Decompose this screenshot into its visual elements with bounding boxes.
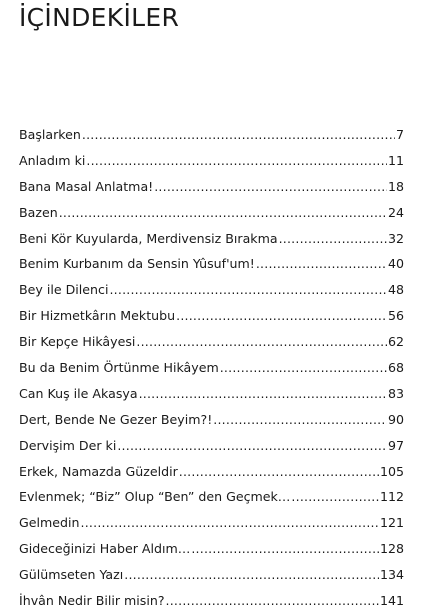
- toc-entry-title: Anladım ki: [19, 152, 86, 168]
- toc-entry-title: Bu da Benim Örtünme Hikâyem: [19, 360, 219, 376]
- toc-entry-title: Dervişim Der ki: [19, 437, 117, 453]
- dot-leader: [136, 329, 387, 355]
- dot-leader: [139, 381, 387, 407]
- toc-entry: [19, 510, 404, 536]
- toc-entry-title: Beni Kör Kuyularda, Merdivensiz Bırakma: [19, 230, 278, 246]
- toc-entry: [19, 536, 404, 562]
- toc-entry-page: 56: [387, 308, 404, 324]
- dot-leader: [176, 303, 387, 329]
- toc-entry-page: 48: [387, 282, 404, 298]
- toc-entry-title: Erkek, Namazda Güzeldir: [19, 463, 178, 479]
- toc-entry-page: 11: [387, 152, 404, 168]
- dot-leader: [291, 484, 379, 510]
- toc-entry-page: 40: [387, 256, 404, 272]
- toc-entry-title: Evlenmek; “Biz” Olup “Ben” den Geçmek…: [19, 489, 291, 505]
- toc-entry-page: 121: [379, 515, 404, 531]
- toc-entry: [19, 588, 404, 614]
- toc-entry: [19, 407, 404, 433]
- toc-entry-page: 141: [379, 593, 404, 609]
- toc-entry-title: Bir Kepçe Hikâyesi: [19, 334, 136, 350]
- page-title: İÇİNDEKİLER: [19, 3, 180, 32]
- dot-leader: [124, 562, 379, 588]
- toc-entry-page: 62: [387, 334, 404, 350]
- toc-entry-page: 97: [387, 437, 404, 453]
- toc-entry-title: Bana Masal Anlatma!: [19, 178, 154, 194]
- dot-leader: [117, 433, 387, 459]
- dot-leader: [82, 122, 395, 148]
- toc-entry: [19, 226, 404, 252]
- toc-entry-title: Dert, Bende Ne Gezer Beyim?!: [19, 411, 213, 427]
- dot-leader: [81, 510, 379, 536]
- toc-entry-page: 24: [387, 204, 404, 220]
- dot-leader: [220, 355, 387, 381]
- toc-entry-page: 83: [387, 385, 404, 401]
- toc-entry: [19, 251, 404, 277]
- dot-leader: [256, 251, 387, 277]
- toc-entry-title: Başlarken: [19, 127, 81, 142]
- toc-entry-page: 32: [387, 230, 404, 246]
- dot-leader: [109, 277, 387, 303]
- toc-entry-title: Gelmedin: [19, 515, 80, 531]
- toc-entry: [19, 562, 404, 588]
- toc-entry: [19, 122, 404, 148]
- toc-entry: [19, 329, 404, 355]
- dot-leader: [213, 407, 387, 433]
- toc-entry: [19, 174, 404, 200]
- toc-entry-page: 68: [387, 360, 404, 376]
- toc-entry: [19, 200, 404, 226]
- toc-entry: [19, 148, 404, 174]
- toc-entry: [19, 355, 404, 381]
- dot-leader: [154, 174, 387, 200]
- toc-entry-page: 18: [387, 178, 404, 194]
- toc-entry: [19, 381, 404, 407]
- toc-entry-title: Bir Hizmetkârın Mektubu: [19, 308, 176, 324]
- dot-leader: [279, 226, 387, 252]
- toc-entry-title: Bey ile Dilenci: [19, 282, 109, 298]
- toc-entry-title: İhvân Nedir Bilir misin?: [19, 593, 165, 609]
- dot-leader: [59, 200, 387, 226]
- toc-entry: [19, 484, 404, 510]
- toc-entry-page: 90: [387, 411, 404, 427]
- dot-leader: [86, 148, 387, 174]
- toc-entry: [19, 303, 404, 329]
- toc-entry: [19, 433, 404, 459]
- dot-leader: [191, 536, 379, 562]
- toc-entry: [19, 277, 404, 303]
- toc-entry-page: 134: [379, 567, 404, 583]
- table-of-contents: [19, 122, 404, 614]
- toc-entry-title: Gideceğinizi Haber Aldım…: [19, 541, 191, 557]
- toc-entry: [19, 459, 404, 485]
- toc-entry-title: Can Kuş ile Akasya: [19, 385, 138, 401]
- toc-entry-page: 105: [379, 463, 404, 479]
- toc-entry-page: 128: [379, 541, 404, 557]
- toc-entry-page: 7: [395, 127, 404, 142]
- toc-entry-title: Benim Kurbanım da Sensin Yûsuf'um!: [19, 256, 255, 272]
- dot-leader: [166, 588, 379, 614]
- toc-entry-title: Bazen: [19, 204, 58, 220]
- toc-entry-title: Gülümseten Yazı: [19, 567, 124, 583]
- dot-leader: [179, 459, 379, 485]
- toc-entry-page: 112: [379, 489, 404, 505]
